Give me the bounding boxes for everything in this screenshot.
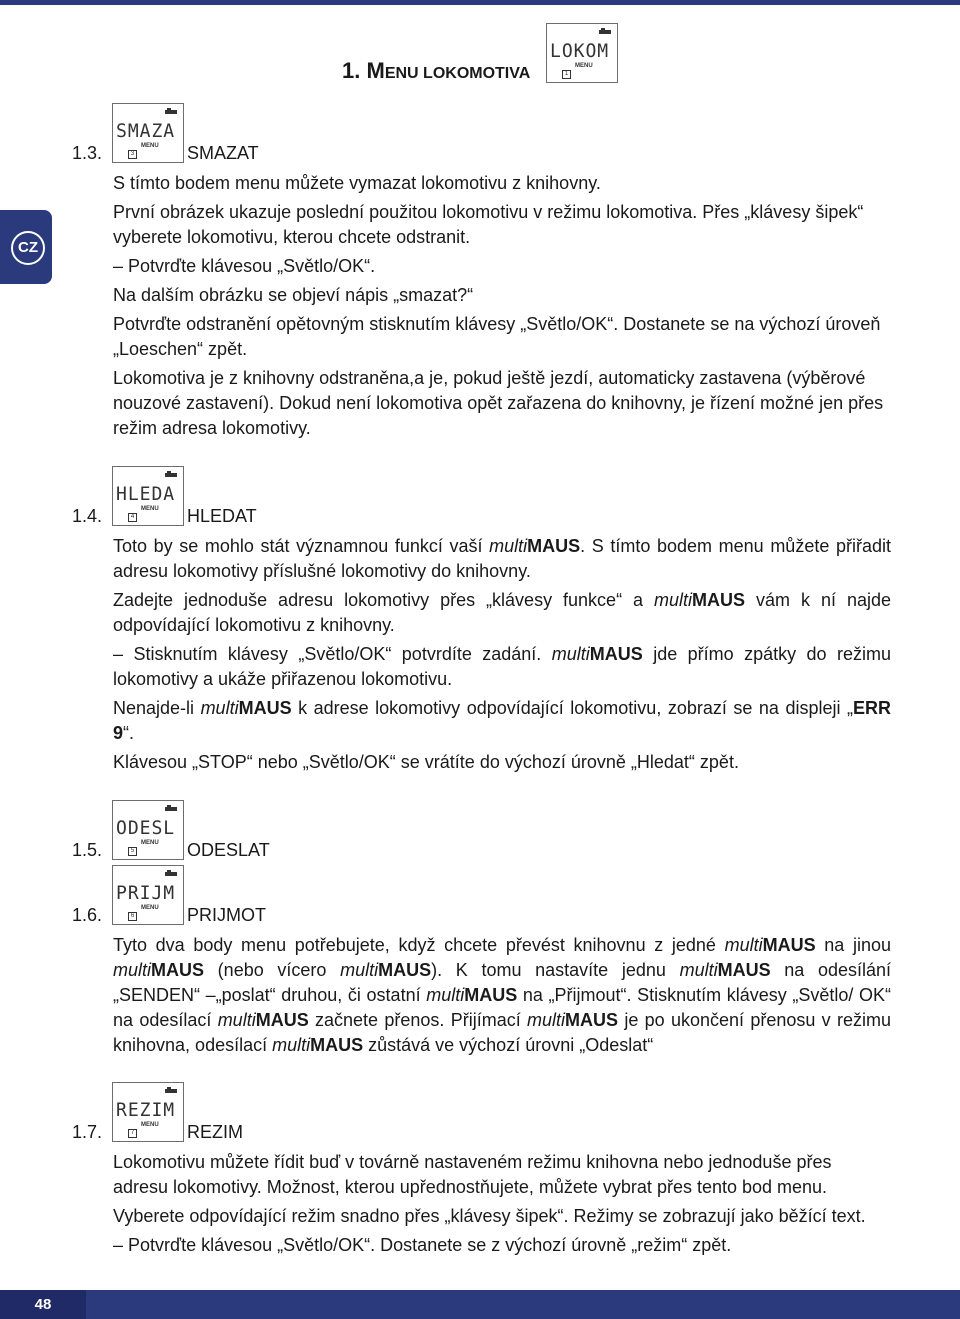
display-menu-label: MENU	[141, 506, 159, 512]
paragraph: Lokomotiva je z knihovny odstraněna,a je, pokud ještě jezdí, automaticky zastavena (výběrové nouzové zastavení). Dokud není lokomotiva opět zařazena do knihovny, je řízení možné jen přes režim adresa lokomotivy.	[113, 368, 884, 438]
odeslat-display	[112, 800, 184, 860]
section-number: 1.3.	[72, 143, 103, 163]
paragraph: – Potvrďte klávesou „Světlo/OK“.	[113, 256, 376, 276]
paragraph: Vyberete odpovídající režim snadno přes „klávesy šipek“. Režimy se zobrazují jako běžící text.	[113, 1206, 866, 1226]
paragraph: „Loeschen“ zpět.	[113, 339, 248, 359]
paragraph: – Potvrďte klávesou „Světlo/OK“. Dostanete se z výchozí úrovně „režim“ zpět.	[113, 1235, 732, 1255]
display-text: REZIM	[116, 1099, 176, 1121]
hledat-display	[112, 466, 184, 526]
paragraph: vyberete lokomotivu, kterou chcete odstranit.	[113, 227, 471, 247]
display-menu-label: MENU	[141, 840, 159, 846]
train-icon	[165, 108, 179, 115]
paragraph: Nenajde-li multiMAUS k adrese lokomotivy odpovídající lokomotivu, zobrazí se na displeji „ERR 9“.	[113, 698, 891, 743]
title-number: 1.	[342, 58, 361, 83]
display-menu-label: MENU	[141, 143, 159, 149]
paragraph: – Stisknutím klávesy „Světlo/OK“ potvrdíte zadání. multiMAUS jde přímo zpátky do režimu lokomotivy a ukáže přiřazenou lokomotivu.	[113, 644, 891, 689]
display-number: 1	[562, 70, 571, 79]
section-title: SMAZAT	[187, 143, 259, 163]
paragraph: S tímto bodem menu můžete vymazat lokomotivu z knihovny.	[113, 173, 601, 193]
page-number: 48	[0, 1290, 86, 1319]
display-number: 7	[128, 1129, 137, 1138]
train-icon	[165, 471, 179, 478]
page-title	[342, 58, 530, 84]
section-number: 1.7.	[72, 1122, 103, 1142]
footer-bar	[0, 1290, 960, 1319]
rezim-display	[112, 1082, 184, 1142]
language-code: CZ	[11, 231, 45, 265]
section-number: 1.4.	[72, 506, 103, 526]
display-text: PRIJM	[116, 882, 176, 904]
display-menu-label: MENU	[141, 1122, 159, 1128]
title-initial: M	[366, 58, 385, 83]
train-icon	[165, 870, 179, 877]
section-number: 1.5.	[72, 840, 103, 860]
paragraph: Tyto dva body menu potřebujete, když chcete převést knihovnu z jedné multiMAUS na jinou multiMAUS (nebo vícero multiMAUS). K tomu nastavíte jednu multiMAUS na odesílání „SENDEN“ –„poslat“ druhou, či ostatní multiMAUS na „Přijmout“. Stisknutím klávesy „Světlo/ OK“ na odesílací multiMAUS začnete přenos. Přijímací multiMAUS je po ukončení přenosu v režimu knihovna, odesílací multiMAUS zůstává ve výchozí úrovni „Odeslat“	[113, 935, 892, 1055]
paragraph: Lokomotivu můžete řídit buď v továrně nastaveném režimu knihovna nebo jednoduše přes adresu lokomotivy. Možnost, kterou upřednostňujete, můžete vybrat přes tento bod menu.	[113, 1152, 832, 1197]
paragraph: Potvrďte odstranění opětovným stisknutím klávesy „Světlo/OK“. Dostanete se na výchozí úroveň	[113, 314, 881, 334]
top-rule	[0, 0, 960, 5]
section-title: PRIJMOT	[187, 905, 266, 925]
display-menu-label: MENU	[141, 905, 159, 911]
paragraph: Toto by se mohlo stát významnou funkcí vaší multiMAUS. S tímto bodem menu můžete přiřadit adresu lokomotivy příslušné lokomotivy do knihovny.	[113, 536, 891, 581]
header-display	[546, 23, 618, 83]
language-badge	[0, 210, 52, 284]
display-text: HLEDA	[116, 483, 176, 505]
display-text: SMAZA	[116, 120, 176, 142]
section-title: HLEDAT	[187, 506, 257, 526]
paragraph: Na dalším obrázku se objeví nápis „smazat?“	[113, 285, 474, 305]
display-number: 6	[128, 912, 137, 921]
display-text: ODESL	[116, 817, 176, 839]
section-number: 1.6.	[72, 905, 103, 925]
display-menu-label: MENU	[575, 63, 593, 69]
train-icon	[165, 1087, 179, 1094]
paragraph: První obrázek ukazuje poslední použitou lokomotivu v režimu lokomotiva. Přes „klávesy šipek“	[113, 202, 864, 222]
smazat-display	[112, 103, 184, 163]
display-number: 3	[128, 150, 137, 159]
paragraph: Klávesou „STOP“ nebo „Světlo/OK“ se vrátíte do výchozí úrovně „Hledat“ zpět.	[113, 752, 739, 772]
prijmot-display	[112, 865, 184, 925]
display-text: LOKOM	[550, 40, 610, 62]
paragraph: Zadejte jednoduše adresu lokomotivy přes „klávesy funkce“ a multiMAUS vám k ní najde odpovídající lokomotivu z knihovny.	[113, 590, 891, 635]
title-rest: ENU LOKOMOTIVA	[384, 65, 531, 82]
display-number: 5	[128, 847, 137, 856]
train-icon	[165, 805, 179, 812]
display-number: 4	[128, 513, 137, 522]
train-icon	[599, 28, 613, 35]
section-title: REZIM	[187, 1122, 243, 1142]
section-title: ODESLAT	[187, 840, 270, 860]
